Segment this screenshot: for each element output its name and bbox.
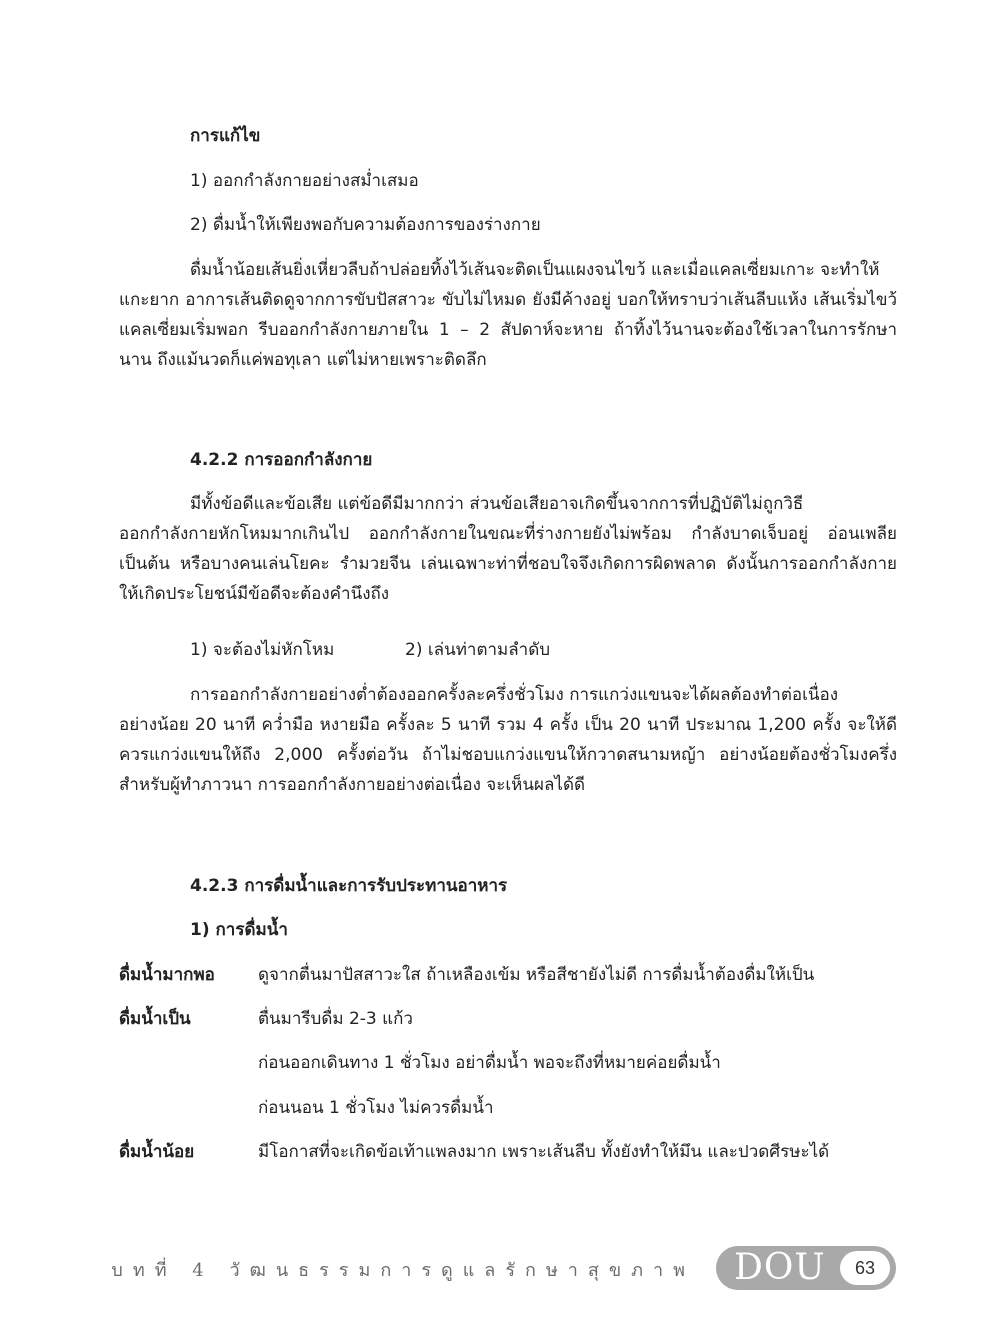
fix-item-1: 1) ออกกำลังกายอย่างสม่ำเสมอ: [190, 171, 419, 191]
water-proper-desc-3: ก่อนนอน 1 ชั่วโมง ไม่ควรดื่มน้ำ: [258, 1098, 494, 1118]
dou-logo: DOU: [734, 1247, 826, 1288]
water-little-term: ดื่มน้ำน้อย: [119, 1142, 195, 1162]
exercise-heading: 4.2.2 การออกกำลังกาย: [190, 450, 373, 470]
water-proper-term: ดื่มน้ำเป็น: [119, 1009, 191, 1029]
fix-paragraph: [119, 255, 897, 375]
fix-item-2: 2) ดื่มน้ำให้เพียงพอกับความต้องการของร่างกาย: [190, 215, 541, 235]
fix-heading: การแก้ไข: [190, 126, 261, 146]
water-proper-desc-1: ตื่นมารีบดื่ม 2-3 แก้ว: [258, 1009, 413, 1029]
exercise-item-1: 1) จะต้องไม่หักโหม: [190, 640, 335, 660]
water-proper-desc-2: ก่อนออกเดินทาง 1 ชั่วโมง อย่าดื่มน้ำ พอจะถึงที่หมายค่อยดื่มน้ำ: [258, 1053, 721, 1073]
exercise-paragraph-2-first-line: การออกกำลังกายอย่างต่ำต้องออกครั้งละครึ่งชั่วโมง การแกว่งแขนจะได้ผลต้องทำต่อเนื่อง: [190, 685, 839, 705]
exercise-paragraph-2-body: อย่างน้อย 20 นาที คว่ำมือ หงายมือ ครั้งละ 5 นาที รวม 4 ครั้ง เป็น 20 นาที ประมาณ 1,200 ครั้ง จะให้ดีควรแกว่งแขนให้ถึง 2,000 ครั้งต่อวัน ถ้าไม่ชอบแกว่งแขนให้กวาดสนามหญ้า อย่างน้อยต้องชั่วโมงครึ่ง สำหรับผู้ทำภาวนา การออกกำลังกายอย่างต่อเนื่อง จะเห็นผลได้ดี: [119, 715, 897, 795]
water-little-desc: มีโอกาสที่จะเกิดข้อเท้าแพลงมาก เพราะเส้นลีบ ทั้งยังทำให้มึน และปวดศีรษะได้: [258, 1142, 830, 1162]
water-subheading: 1) การดื่มน้ำ: [190, 920, 288, 940]
page-badge: [716, 1246, 896, 1290]
fix-paragraph-body: แกะยาก อาการเส้นติดดูจากการขับปัสสาวะ ขับไม่ไหมด ยังมีค้างอยู่ บอกให้ทราบว่าเส้นลีบแห้ง เส้นเริ่มไขว้ แคลเซี่ยมเริ่มพอก รีบออกกำลังกายภายใน 1 – 2 สัปดาห์จะหาย ถ้าทิ้งไว้นานจะต้องใช้เวลาในการรักษานาน ถึงแม้นวดก็แค่พอทุเลา แต่ไม่หายเพราะติดลึก: [119, 290, 897, 370]
page-number: 63: [840, 1251, 890, 1285]
exercise-paragraph-1-body: ออกกำลังกายหักโหมมากเกินไป ออกกำลังกายในขณะที่ร่างกายยังไม่พร้อม กำลังบาดเจ็บอยู่ อ่อนเพลีย เป็นต้น หรือบางคนเล่นโยคะ รำมวยจีน เล่นเฉพาะท่าที่ชอบใจจึงเกิดการผิดพลาด ดังนั้นการออกกำลังกาย ให้เกิดประโยชน์มีข้อดีจะต้องคำนึงถึง: [119, 524, 897, 604]
page-footer: [0, 1243, 1000, 1293]
exercise-paragraph-1-first-line: มีทั้งข้อดีและข้อเสีย แต่ข้อดีมีมากกว่า ส่วนข้อเสียอาจเกิดขึ้นจากการที่ปฏิบัติไม่ถูกวิธี: [190, 494, 804, 514]
fix-paragraph-first-line: ดื่มน้ำน้อยเส้นยิ่งเหี่ยวลีบถ้าปล่อยทิ้งไว้เส้นจะติดเป็นแผงจนไขว้ และเมื่อแคลเซี่ยมเกาะ จะทำให้: [190, 260, 880, 280]
water-enough-term: ดื่มน้ำมากพอ: [119, 965, 215, 985]
exercise-paragraph-1: [119, 489, 897, 609]
exercise-paragraph-2: [119, 680, 897, 800]
exercise-item-2: 2) เล่นท่าตามลำดับ: [405, 640, 551, 660]
water-enough-desc: ดูจากตื่นมาปัสสาวะใส ถ้าเหลืองเข้ม หรือสีชายังไม่ดี การดื่มน้ำต้องดื่มให้เป็น: [258, 965, 815, 985]
chapter-title: บทที่ 4 วัฒนธรรมการดูแลรักษาสุขภาพ: [111, 1260, 695, 1281]
water-heading: 4.2.3 การดื่มน้ำและการรับประทานอาหาร: [190, 876, 508, 896]
